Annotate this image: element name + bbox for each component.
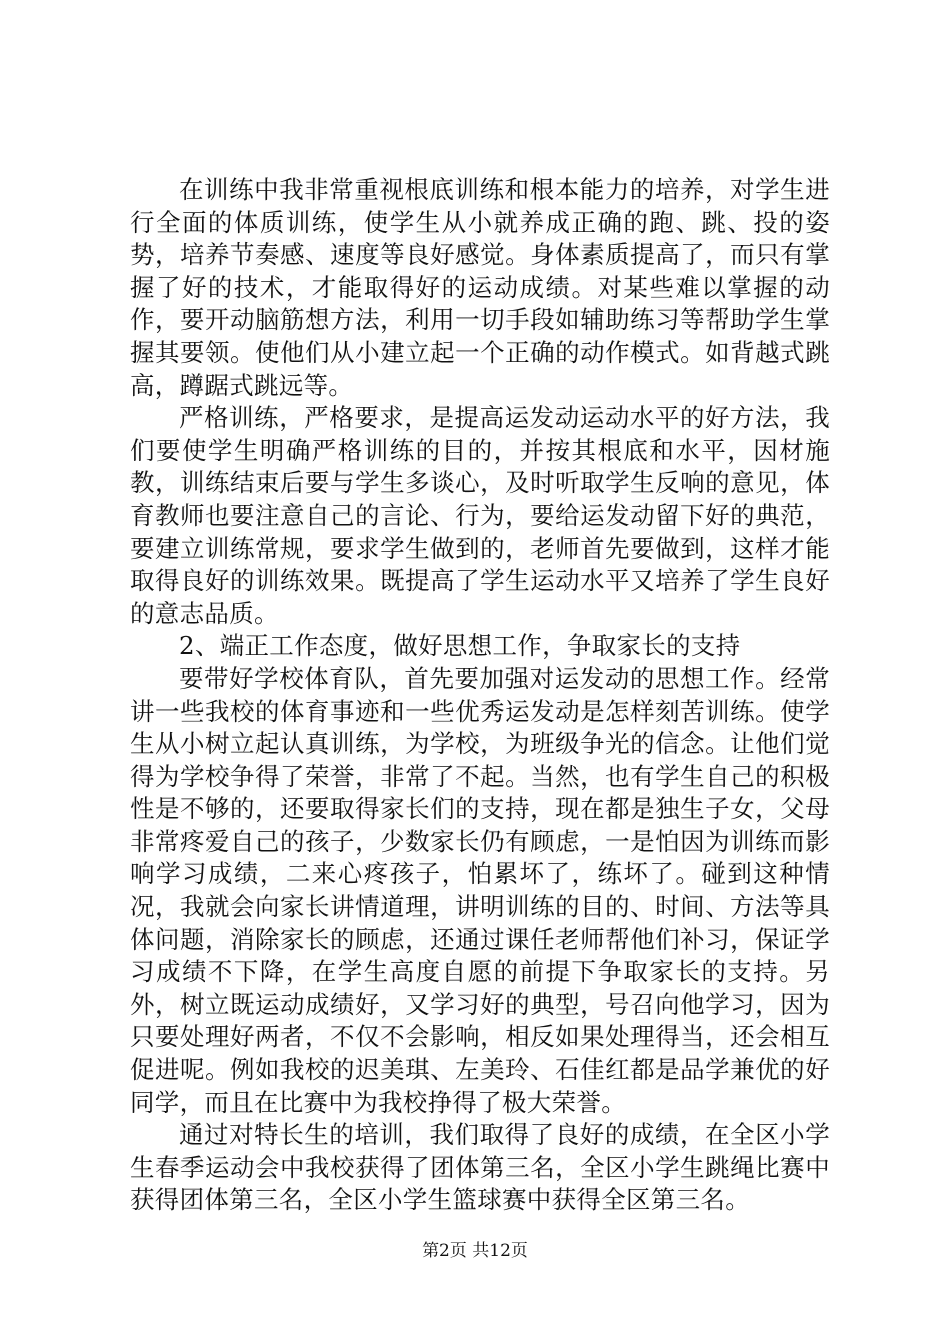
paragraph-strict-training: 严格训练，严格要求，是提高运发动运动水平的好方法，我们要使学生明确严格训练的目的，并按其根底和水平，因材施教，训练结束后要与学生多谈心，及时听取学生反响的意见，体育教师也要注意自己的言论、行为，要给运发动留下好的典范，要建立训练常规，要求学生做到的，老师首先要做到，这样才能取得良好的训练效果。既提高了学生运动水平又培养了学生良好的意志品质。 <box>130 403 830 628</box>
page-number-label: 第2页 共12页 <box>422 1241 528 1261</box>
document-body <box>130 174 830 1217</box>
paragraph-basic-training: 在训练中我非常重视根底训练和根本能力的培养，对学生进行全面的体质训练，使学生从小就养成正确的跑、跳、投的姿势，培养节奏感、速度等良好感觉。身体素质提高了，而只有掌握了好的技术，才能取得好的运动成绩。对某些难以掌握的动作，要开动脑筋想方法，利用一切手段如辅助练习等帮助学生掌握其要领。使他们从小建立起一个正确的动作模式。如背越式跳高，蹲踞式跳远等。 <box>130 175 830 400</box>
paragraph-results: 通过对特长生的培训，我们取得了良好的成绩，在全区小学生春季运动会中我校获得了团体第三名，全区小学生跳绳比赛中获得团体第三名，全区小学生篮球赛中获得全区第三名。 <box>130 1120 830 1215</box>
section-heading-attitude: 2、端正工作态度，做好思想工作，争取家长的支持 <box>179 631 741 661</box>
page-footer <box>0 1240 950 1262</box>
paragraph-parent-support: 要带好学校体育队，首先要加强对运发动的思想工作。经常讲一些我校的体育事迹和一些优秀运发动是怎样刻苦训练。使学生从小树立起认真训练，为学校，为班级争光的信念。让他们觉得为学校争得了荣誉，非常了不起。当然，也有学生自己的积极性是不够的，还要取得家长们的支持，现在都是独生子女，父母非常疼爱自己的孩子，少数家长仍有顾虑，一是怕因为训练而影响学习成绩，二来心疼孩子，怕累坏了，练坏了。碰到这种情况，我就会向家长讲情道理，讲明训练的目的、时间、方法等具体问题，消除家长的顾虑，还通过课任老师帮他们补习，保证学习成绩不下降，在学生高度自愿的前提下争取家长的支持。另外，树立既运动成绩好，又学习好的典型，号召向他学习，因为只要处理好两者，不仅不会影响，相反如果处理得当，还会相互促进呢。例如我校的迟美琪、左美玲、石佳红都是品学兼优的好同学，而且在比赛中为我校挣得了极大荣誉。 <box>130 663 830 1117</box>
